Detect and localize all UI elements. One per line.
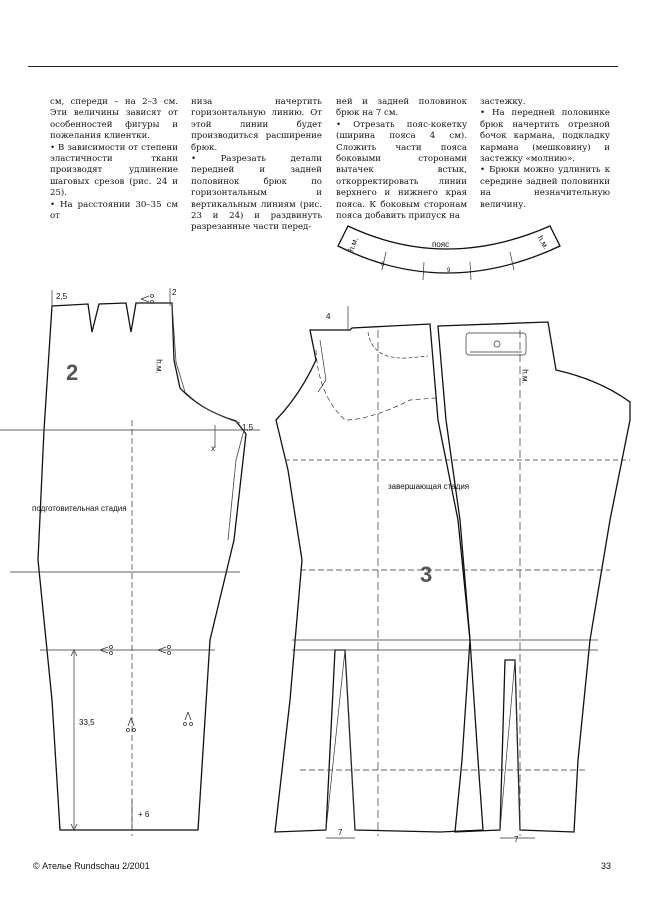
- footer-copyright: © Ателье Rundschau 2/2001: [33, 861, 150, 871]
- dim-7-back: 7: [514, 835, 519, 844]
- dim-7-front: 7: [338, 828, 343, 837]
- paragraph: • В зависимости от степени эластичности ткани производят удлинение шаговых срезов (рис. 24 и 25).: [50, 142, 178, 199]
- paragraph: • Разрезать детали передней и задней половинок брюк по горизонтальным и вертикальным линиям (рис. 23 и 24) и раздвинуть разрезанные части перед-: [191, 154, 322, 233]
- dim-2-5: 2,5: [56, 292, 68, 301]
- belt-mark-6: 6: [381, 262, 385, 268]
- dim-1-5: 1,5: [242, 423, 254, 432]
- dim-2: 2: [172, 288, 177, 297]
- dim-4: 4: [326, 312, 331, 321]
- stage-label-final: завершающая стадия: [388, 482, 470, 491]
- paragraph: см, спереди – на 2–3 см. Эти величины зависят от особенностей фигуры и пожелания клиентки.: [50, 97, 178, 142]
- belt-piece: [338, 226, 560, 273]
- belt-mark-9: 9: [447, 268, 451, 274]
- paragraph: • Отрезать пояс-кокетку (ширина пояса 4 см). Сложить части пояса боковыми сторонами вытачек встык, откорректировать линии верхнего и нижнего края пояса. К боковым сторонам пояса добавить припуск на: [336, 119, 467, 222]
- paragraph: застежку.: [480, 97, 526, 107]
- paragraph: • На передней половинке брюк начертить отрезной бочок кармана, подкладку кармана (мешковину) и застежку «молнию».: [480, 108, 610, 165]
- belt-label: пояс: [432, 240, 450, 249]
- paragraph: ней и задней половинок брюк на 7 см.: [336, 97, 467, 119]
- pattern-3-front-outline: [275, 324, 483, 832]
- dim-x: x: [211, 444, 215, 453]
- figure-2-number: 2: [66, 360, 79, 385]
- dim-33-5: 33,5: [79, 718, 95, 727]
- page-number: 33: [601, 861, 612, 871]
- paragraph: • На расстоянии 30–35 см от: [50, 199, 178, 222]
- paragraph: • Брюки можно удлинить к середине задней половинки на незначительную величину.: [480, 165, 610, 210]
- figure-3-number: 3: [420, 562, 433, 587]
- pattern-3-back-outline: [438, 322, 630, 832]
- stage-label-prep: подготовительная стадия: [32, 504, 127, 513]
- grain-mark-right: h.м.: [520, 369, 530, 384]
- grain-mark-left: h.м.: [154, 359, 164, 374]
- belt-mark-right: h.м.: [535, 234, 551, 251]
- paragraph: низа начертить горизонтальную линию. От этой линии будет производиться расширение брюк.: [191, 97, 322, 153]
- belt-mark-left: h.м.: [346, 236, 360, 253]
- dim-plus-6: + 6: [138, 810, 150, 819]
